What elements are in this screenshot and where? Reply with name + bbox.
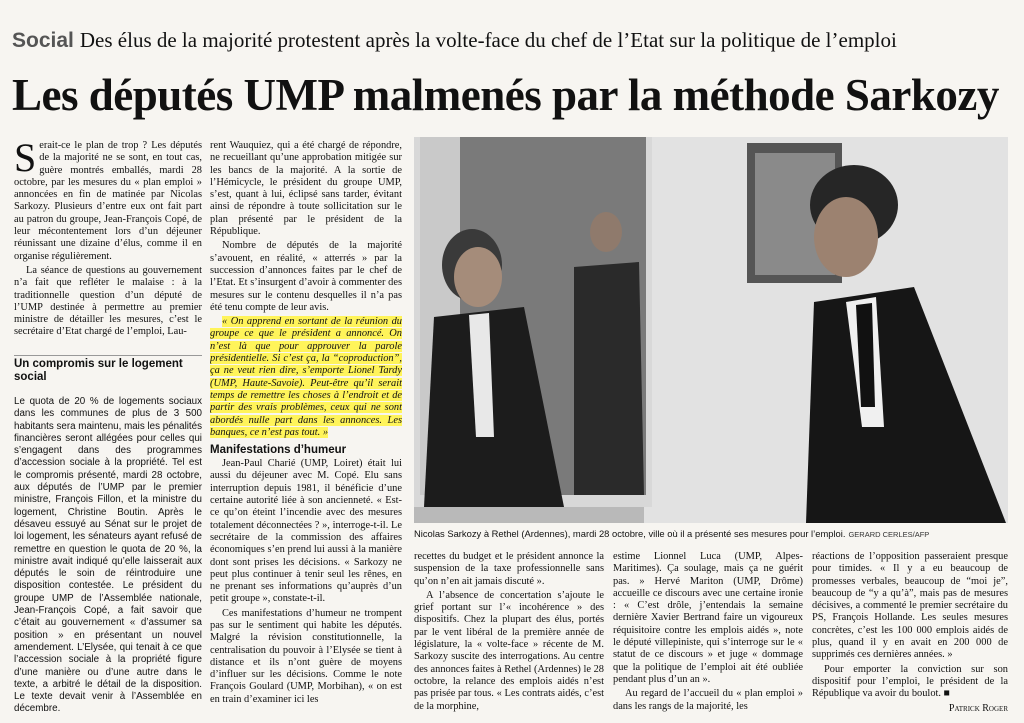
kicker — [12, 27, 1012, 53]
article-paragraph: Au regard de l’accueil du « plan emploi » dans les rangs de la majorité, les — [613, 688, 803, 712]
section-label: Social — [12, 29, 74, 52]
box-title: Un compromis sur le logement social — [14, 358, 183, 383]
article-paragraph: rent Wauquiez, qui a été chargé de répondre, ne recueillant qu’une approbation mitigée sur les bancs de la majorité. A la sortie de l’Hémicycle, le président du groupe UMP, s’est, quant à lui, éclipsé sans tarder, évitant ainsi de répondre à toute sollicitation sur le plan présenté par le président de la République. — [210, 140, 402, 238]
article-paragraph: Ces manifestations d’humeur ne trompent pas sur le sentiment qui habite les députés. Malgré la révision constitutionnelle, la centralisation du pouvoir à l’Elysée se tient à distance et ils n’ont guère de moyens d’influer sur les décisions. Comme le note François Goulard (UMP, Morbihan), « on est en train d’examiner ici les — [210, 607, 402, 705]
article-paragraph: estime Lionnel Luca (UMP, Alpes-Maritimes). Ça soulage, mais ça ne guérit pas. » Hervé Mariton (UMP, Drôme) accueille ce discours avec une certaine ironie : « C’est drôle, j’entendais la semaine dernière Xavier Bertrand faire un vigoureux réquisitoire contre les emplois aidés », note le député villepiniste, qui s’interroge sur le « statut de ce discours » et juge « dommage que la politique de l’emploi ait été oubliée pendant plus d’un an ». — [613, 551, 803, 685]
box-divider — [14, 355, 202, 356]
article-paragraph: Pour emporter la conviction sur son dispositif pour l’emploi, le président de la République va avoir du boulot. ■ — [812, 663, 1008, 700]
article-paragraph: La séance de questions au gouvernement n’a fait que refléter le malaise : à la traditionnelle question d’un député de l’UMP destinée à permettre au premier ministre de détailler les mesures, c’est le secrétaire d’Etat chargé de l’emploi, Lau- — [14, 264, 202, 338]
photo-illustration — [414, 137, 1008, 523]
highlighted-quote — [210, 316, 402, 439]
article-paragraph: Nombre de députés de la majorité s’avouent, en réalité, « atterrés » par la succession d’annonces faites par le chef de l’Etat. Et s’insurgent d’avoir à commenter des mesures sur le contenu desquelles il n’a pas été tenu compte de leur avis. — [210, 240, 402, 313]
photo-credit: GERARD CERLES/AFP — [848, 530, 930, 539]
headline: Les députés UMP malmenés par la méthode Sarkozy — [12, 70, 999, 120]
caption-text: Nicolas Sarkozy à Rethel (Ardennes), mardi 28 octobre, ville où il a présenté ses mesures pour l’emploi. — [414, 528, 846, 539]
article-paragraph: recettes du budget et le président annonce la suspension de la taxe professionnelle sans qu’on n’en ait jamais discuté ». — [414, 551, 604, 587]
drop-cap: S — [14, 140, 37, 180]
sidebar-box — [14, 396, 202, 718]
article-paragraph — [14, 140, 202, 263]
article-paragraph: A l’absence de concertation s’ajoute le grief portant sur l’« incohérence » des dispositifs. Chez la plupart des élus, portés par le vent libéral de la première année de législature, la « volte-face » récente de M. Sarkozy suscite des interrogations. Au centre des annonces faites à Rethel (Ardennes) le 28 octobre, la relance des emplois aidés n’est pas prisée par tous. « Les contrats aidés, c’est de la morphine, — [414, 589, 604, 712]
article-column-4 — [613, 551, 803, 718]
article-paragraph: réactions de l’opposition passeraient presque pour timides. « Il y a eu beaucoup de promesses verbales, beaucoup de “moi je”, beaucoup de “y a qu’à”, mais pas de mesures décisives, a commenté le premier secrétaire du PS, François Hollande. Les seules mesures concrètes, c’est les 100 000 emplois aidés de plus, quand il y en avait en 200 000 de supprimés ces dernières années. » — [812, 551, 1008, 661]
article-column-3 — [414, 551, 604, 718]
paragraph-text: erait-ce le plan de trop ? Les députés de la majorité ne se sont, en tout cas, guère montrés emballés, mardi 28 octobre, par les mesures du « plan emploi » annoncées en fin de matinée par Nicolas Sarkozy. Plusieurs d’entre eux ont fait part au patron du groupe, Jean-François Copé, de leur mécontentement lors d’un déjeuner réunissant une dizaine d’élus, comme il en organise régulièrement. — [14, 140, 202, 262]
article-column-1 — [14, 140, 202, 355]
author-signature: Patrick Roger — [948, 702, 1008, 714]
kicker-text: Des élus de la majorité protestent après la volte-face du chef de l’Etat sur la politique de l’emploi — [79, 28, 897, 52]
subheading: Manifestations d’humeur — [210, 444, 347, 457]
article-paragraph: Jean-Paul Charié (UMP, Loiret) était lui aussi du déjeuner avec M. Copé. Elu sans interruption depuis 1981, il bénéficie d’une certaine autorité liée à son ancienneté. « Est-ce qu’on éteint l’incendie avec des mesures totalement déconnectées ? », interroge-t-il. Le secrétaire de la commission des affaires économiques s’en prend lui aussi à la manière dont sont prises les décisions. « Sarkozy ne peut plus continuer à tenir seul les rênes, en ne prenant ses informations qu’auprès d’un petit groupe », constate-t-il. — [210, 458, 402, 605]
photo-caption — [414, 527, 1008, 541]
article-column-2 — [210, 140, 402, 718]
news-photo — [414, 137, 1008, 523]
highlight-text: « On apprend en sortant de la réunion du groupe ce que le président a annoncé. On n’est là que pour approuver la parole présidentielle. Si c’est ça, la “coproduction”, ça ne veut rien dire, s’emporte Lionel Tardy (UMP, Haute-Savoie). Peut-être qu’il serait temps de remettre les choses à l’endroit et de partir des vrais problèmes, ceux qui ne sont abordés nulle part dans les annonces. Les banques, ce n’est pas tout. » — [210, 316, 402, 438]
box-body: Le quota de 20 % de logements sociaux dans les communes de plus de 3 500 habitants sera maintenu, mais les pénalités financières seront allégées pour celles qui s’engagent dans des programmes d’accession sociale à la propriété. Tel est le compromis présenté, mardi 28 octobre, aux députés de l’UMP par le premier ministre, François Fillon, et la ministre du logement, Christine Boutin. Après le désaveu essuyé au Sénat sur le projet de loi logement, les sénateurs ayant refusé de remettre en question le quota de 20 %, la ministre avait indiqué qu’elle laisserait aux députés le soin de réintroduire une disposition contestée. Le président du groupe UMP de l’Assemblée nationale, Jean-François Copé, a fait savoir que c’était au gouvernement « d’assumer sa position » en présentant un nouvel amendement. L’Elysée, qui tenait à ce que l’accession sociale à la propriété figure d’une manière ou d’une autre dans le texte, a arbitré le détail de la disposition. Le texte devait venir à l’Assemblée en décembre. — [14, 396, 202, 715]
article-column-5 — [812, 551, 1008, 718]
